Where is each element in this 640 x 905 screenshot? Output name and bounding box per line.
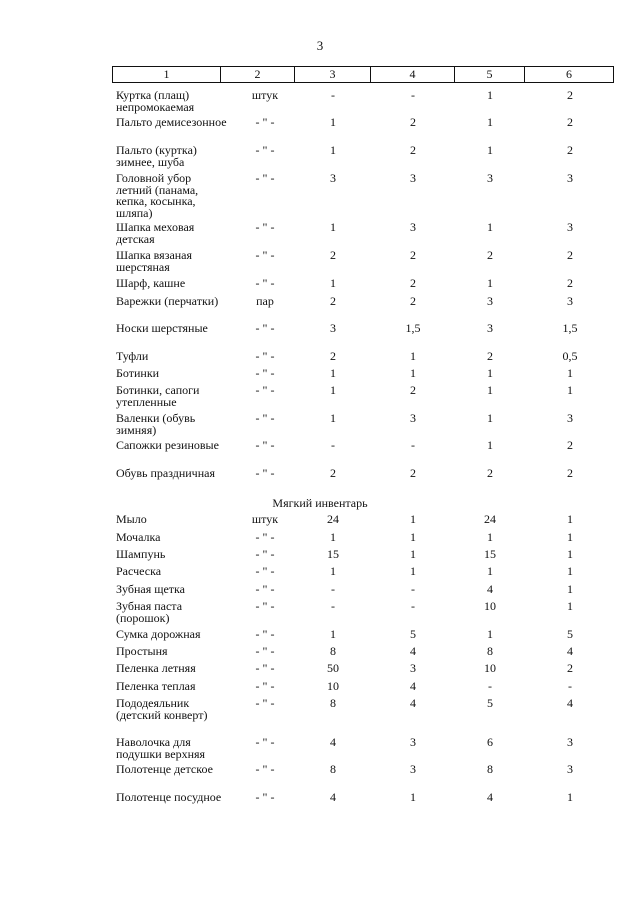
item-name: Полотенце посудное xyxy=(116,790,222,804)
col5-value: 3 xyxy=(487,294,493,308)
column-header-6: 6 xyxy=(566,67,572,81)
item-unit: - " - xyxy=(255,383,275,397)
item-unit: - " - xyxy=(255,762,275,776)
col5-value: 2 xyxy=(487,349,493,363)
col3-value: 50 xyxy=(327,661,339,675)
col3-value: 8 xyxy=(330,644,336,658)
col6-value: 0,5 xyxy=(562,349,578,363)
col6-value: 1 xyxy=(567,530,573,544)
item-name: Куртка (плащ) непромокаемая xyxy=(116,88,195,114)
item-unit: - " - xyxy=(255,735,275,749)
item-name: Шапка вязаная шерстяная xyxy=(116,248,193,274)
col4-value: 2 xyxy=(410,466,416,480)
col3-value: 1 xyxy=(330,411,336,425)
item-name: Пеленка летняя xyxy=(116,661,196,675)
item-unit: - " - xyxy=(255,644,275,658)
col4-value: - xyxy=(411,582,415,596)
item-unit: - " - xyxy=(255,466,275,480)
col6-value: 5 xyxy=(567,627,573,641)
col4-value: 1 xyxy=(410,530,416,544)
col3-value: 4 xyxy=(330,735,336,749)
item-name: Шампунь xyxy=(116,547,166,561)
col3-value: 8 xyxy=(330,762,336,776)
col4-value: 1 xyxy=(410,564,416,578)
col3-value: 1 xyxy=(330,530,336,544)
item-name: Валенки (обувь зимняя) xyxy=(116,411,196,437)
col3-value: 10 xyxy=(327,679,339,693)
item-unit: - " - xyxy=(255,599,275,613)
col6-value: 2 xyxy=(567,438,573,452)
col4-value: 2 xyxy=(410,383,416,397)
col4-value: 4 xyxy=(410,696,416,710)
col3-value: 1 xyxy=(330,276,336,290)
col5-value: 3 xyxy=(487,171,493,185)
item-name: Носки шерстяные xyxy=(116,321,208,335)
col6-value: - xyxy=(568,679,572,693)
column-header-5: 5 xyxy=(455,67,525,82)
col4-value: 3 xyxy=(410,171,416,185)
col3-value: 4 xyxy=(330,790,336,804)
col4-value: - xyxy=(411,438,415,452)
item-name: Пеленка теплая xyxy=(116,679,196,693)
item-name: Пальто (куртка) зимнее, шуба xyxy=(116,143,197,169)
col5-value: 1 xyxy=(487,438,493,452)
col4-value: - xyxy=(411,599,415,613)
col3-value: 1 xyxy=(330,115,336,129)
col5-value: 2 xyxy=(487,248,493,262)
col4-value: 1 xyxy=(410,512,416,526)
item-unit: - " - xyxy=(255,276,275,290)
item-unit: - " - xyxy=(255,248,275,262)
item-name: Пододеяльник (детский конверт) xyxy=(116,696,208,722)
item-unit: - " - xyxy=(255,220,275,234)
col3-value: - xyxy=(331,88,335,102)
col6-value: 1,5 xyxy=(562,321,578,335)
col5-value: 8 xyxy=(487,762,493,776)
column-header-4: 4 xyxy=(371,67,455,82)
col5-value: 1 xyxy=(487,530,493,544)
column-header-1: 1 xyxy=(113,67,221,82)
col4-value: 1,5 xyxy=(405,321,421,335)
col5-value: 10 xyxy=(484,599,496,613)
item-unit: - " - xyxy=(255,530,275,544)
col6-value: 2 xyxy=(567,661,573,675)
col4-value: 1 xyxy=(410,547,416,561)
item-name: Туфли xyxy=(116,349,149,363)
col5-value: 1 xyxy=(487,564,493,578)
col3-value: 15 xyxy=(327,547,339,561)
column-header-3: 3 xyxy=(295,67,371,82)
col6-value: 1 xyxy=(567,599,573,613)
item-name: Обувь праздничная xyxy=(116,466,215,480)
item-unit: штук xyxy=(251,88,279,102)
col4-value: 2 xyxy=(410,248,416,262)
col4-value: 1 xyxy=(410,366,416,380)
item-name: Головной убор летний (панама, кепка, косынка, шляпа) xyxy=(116,171,199,220)
col6-value: 3 xyxy=(567,220,573,234)
col4-value: 3 xyxy=(410,411,416,425)
item-unit: - " - xyxy=(255,679,275,693)
col6-value: 1 xyxy=(567,582,573,596)
col6-value: 2 xyxy=(567,88,573,102)
col5-value: 1 xyxy=(487,366,493,380)
col3-value: 24 xyxy=(327,512,339,526)
item-name: Расческа xyxy=(116,564,162,578)
col4-value: 2 xyxy=(410,294,416,308)
col3-value: 1 xyxy=(330,383,336,397)
item-unit: пар xyxy=(256,294,274,308)
col3-value: 1 xyxy=(330,220,336,234)
col4-value: 4 xyxy=(410,644,416,658)
item-unit: - " - xyxy=(255,143,275,157)
item-name: Полотенце детское xyxy=(116,762,213,776)
col4-value: 3 xyxy=(410,762,416,776)
item-unit: - " - xyxy=(255,438,275,452)
col5-value: 1 xyxy=(487,88,493,102)
item-unit: - " - xyxy=(255,115,275,129)
col6-value: 2 xyxy=(567,248,573,262)
item-unit: - " - xyxy=(255,564,275,578)
col4-value: 3 xyxy=(410,735,416,749)
col4-value: 1 xyxy=(410,349,416,363)
item-name: Ботинки, сапоги утепленные xyxy=(116,383,200,409)
item-unit: - " - xyxy=(255,790,275,804)
col6-value: 1 xyxy=(567,512,573,526)
col5-value: - xyxy=(488,679,492,693)
col4-value: 2 xyxy=(410,143,416,157)
col5-value: 1 xyxy=(487,383,493,397)
col3-value: - xyxy=(331,599,335,613)
item-unit: - " - xyxy=(255,547,275,561)
col6-value: 3 xyxy=(567,294,573,308)
col6-value: 3 xyxy=(567,171,573,185)
col3-value: 1 xyxy=(330,366,336,380)
col5-value: 1 xyxy=(487,276,493,290)
col5-value: 15 xyxy=(484,547,496,561)
col5-value: 3 xyxy=(487,321,493,335)
col6-value: 3 xyxy=(567,411,573,425)
col3-value: 1 xyxy=(330,143,336,157)
item-unit: - " - xyxy=(255,582,275,596)
col6-value: 4 xyxy=(567,696,573,710)
col6-value: 1 xyxy=(567,564,573,578)
item-name: Зубная паста (порошок) xyxy=(116,599,183,625)
col5-value: 4 xyxy=(487,582,493,596)
col6-value: 2 xyxy=(567,115,573,129)
col6-value: 1 xyxy=(567,790,573,804)
item-unit: штук xyxy=(251,512,279,526)
col5-value: 1 xyxy=(487,115,493,129)
col5-value: 10 xyxy=(484,661,496,675)
col5-value: 1 xyxy=(487,220,493,234)
col6-value: 1 xyxy=(567,366,573,380)
item-name: Мыло xyxy=(116,512,147,526)
col6-value: 2 xyxy=(567,143,573,157)
col3-value: 8 xyxy=(330,696,336,710)
col4-value: 2 xyxy=(410,115,416,129)
col5-value: 2 xyxy=(487,466,493,480)
col3-value: 3 xyxy=(330,171,336,185)
col3-value: - xyxy=(331,438,335,452)
item-name: Пальто демисезонное xyxy=(116,115,227,129)
col4-value: 1 xyxy=(410,790,416,804)
col3-value: - xyxy=(331,582,335,596)
col5-value: 1 xyxy=(487,627,493,641)
col4-value: 5 xyxy=(410,627,416,641)
item-name: Зубная щетка xyxy=(116,582,186,596)
item-unit: - " - xyxy=(255,661,275,675)
col3-value: 2 xyxy=(330,248,336,262)
item-name: Варежки (перчатки) xyxy=(116,294,219,308)
item-name: Простыня xyxy=(116,644,168,658)
col6-value: 2 xyxy=(567,466,573,480)
item-name: Мочалка xyxy=(116,530,161,544)
item-name: Шарф, кашне xyxy=(116,276,186,290)
col4-value: - xyxy=(411,88,415,102)
col4-value: 4 xyxy=(410,679,416,693)
item-unit: - " - xyxy=(255,366,275,380)
col3-value: 3 xyxy=(330,321,336,335)
col4-value: 2 xyxy=(410,276,416,290)
col3-value: 2 xyxy=(330,349,336,363)
col6-value: 4 xyxy=(567,644,573,658)
col6-value: 1 xyxy=(567,547,573,561)
item-name: Сумка дорожная xyxy=(116,627,201,641)
col4-value: 3 xyxy=(410,220,416,234)
item-unit: - " - xyxy=(255,696,275,710)
col5-value: 1 xyxy=(487,143,493,157)
col6-value: 1 xyxy=(567,383,573,397)
col3-value: 2 xyxy=(330,466,336,480)
col4-value: 3 xyxy=(410,661,416,675)
col5-value: 1 xyxy=(487,411,493,425)
page-number: 3 xyxy=(316,38,324,53)
item-unit: - " - xyxy=(255,411,275,425)
item-name: Наволочка для подушки верхняя xyxy=(116,735,206,761)
item-name: Ботинки xyxy=(116,366,160,380)
item-name: Сапожки резиновые xyxy=(116,438,219,452)
col3-value: 1 xyxy=(330,627,336,641)
col3-value: 1 xyxy=(330,564,336,578)
item-unit: - " - xyxy=(255,627,275,641)
col5-value: 8 xyxy=(487,644,493,658)
section-title: Мягкий инвентарь xyxy=(272,496,368,510)
item-name: Шапка меховая детская xyxy=(116,220,195,246)
col5-value: 4 xyxy=(487,790,493,804)
col5-value: 5 xyxy=(487,696,493,710)
col6-value: 2 xyxy=(567,276,573,290)
item-unit: - " - xyxy=(255,321,275,335)
column-header-2: 2 xyxy=(221,67,295,82)
item-unit: - " - xyxy=(255,349,275,363)
col5-value: 24 xyxy=(484,512,496,526)
col5-value: 6 xyxy=(487,735,493,749)
col6-value: 3 xyxy=(567,762,573,776)
item-unit: - " - xyxy=(255,171,275,185)
col3-value: 2 xyxy=(330,294,336,308)
col6-value: 3 xyxy=(567,735,573,749)
